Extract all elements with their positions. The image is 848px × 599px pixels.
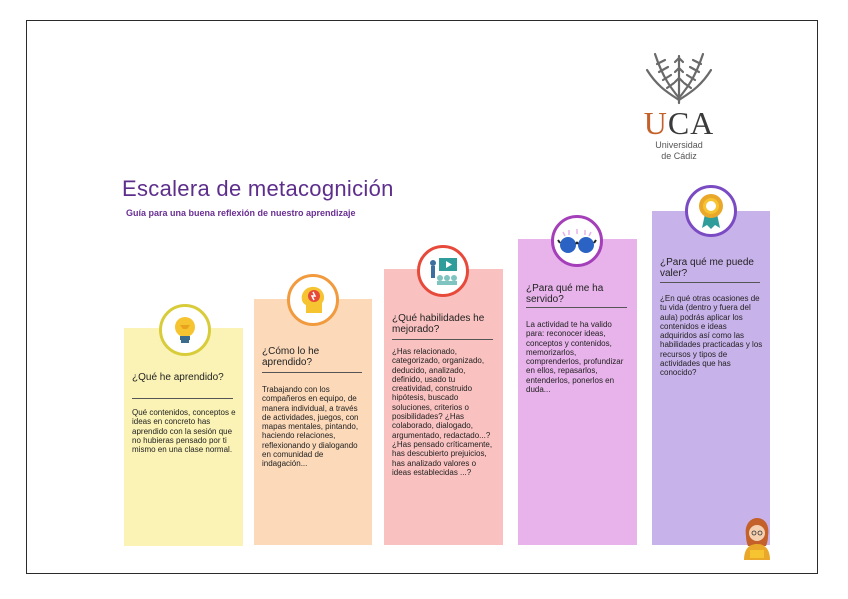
step-2-badge	[287, 274, 339, 326]
step-5-body: ¿En qué otras ocasiones de tu vida (dentro y fuera del aula) podrás aplicar los contenidos e ideas adquiridos así como las habilidades practicadas y los recursos y tipos de actividades que has conocido?	[660, 294, 763, 378]
head-idea-icon	[296, 283, 330, 317]
step-2-divider	[262, 372, 362, 373]
step-3-question: ¿Qué habilidades he mejorado?	[392, 313, 485, 335]
step-3-badge	[417, 245, 469, 297]
presentation-icon	[425, 254, 461, 288]
uca-wordmark	[643, 106, 715, 140]
uca-ca-letters: CA	[667, 105, 715, 141]
glasses-icon	[557, 226, 597, 256]
step-4-question: ¿Para qué me ha servido?	[526, 283, 604, 305]
step-5-question: ¿Para qué me puede valer?	[660, 257, 754, 279]
step-5-card	[652, 211, 770, 545]
step-1-card	[124, 328, 243, 546]
page-subtitle: Guía para una buena reflexión de nuestro aprendizaje	[126, 208, 356, 218]
university-name	[643, 140, 715, 162]
step-3-body: ¿Has relacionado, categorizado, organizado, deducido, analizado, definido, usado tu creatividad, construido hipótesis, buscado soluciones, criterios o posibilidades? ¿Has colaborado, dialogado, argumentado, redactado...? ¿Has pensado críticamente, has descubierto prejuicios, has analizado valores o ideas establecidas ...?	[392, 347, 493, 477]
step-1-divider	[132, 398, 233, 399]
step-1-body: Qué contenidos, conceptos e ideas en concreto has aprendido con la sesión que no hubieras pensado por ti mismo en una clase normal.	[132, 408, 236, 455]
lightbulb-icon	[168, 313, 202, 347]
step-4-badge	[551, 215, 603, 267]
step-1-question: ¿Qué he aprendido?	[132, 372, 224, 383]
page-title: Escalera de metacognición	[122, 176, 394, 201]
step-2-question: ¿Cómo lo he aprendido?	[262, 346, 320, 368]
award-medal-icon	[694, 192, 728, 230]
university-line-1: Universidad	[655, 140, 703, 150]
step-5-divider	[660, 282, 760, 283]
uca-logo	[643, 48, 715, 161]
step-4-divider	[526, 307, 627, 308]
wheat-emblem-icon	[643, 48, 715, 106]
step-3-divider	[392, 339, 493, 340]
step-4-card	[518, 239, 637, 545]
step-1-badge	[159, 304, 211, 356]
step-3-card	[384, 269, 503, 545]
university-line-2: de Cádiz	[661, 151, 697, 161]
step-2-card	[254, 299, 372, 545]
step-2-body: Trabajando con los compañeros en equipo, de manera individual, a través de actividades, juegos, con mapas mentales, pintando, haciendo relaciones, reflexionando y dialogando en comunidad de indagación...	[262, 385, 359, 469]
step-5-badge	[685, 185, 737, 237]
uca-u-letter: U	[643, 105, 668, 141]
teacher-avatar-icon	[738, 516, 776, 560]
step-4-body: La actividad te ha valido para: reconocer ideas, conceptos y contenidos, memorizarlos, comprenderlos, profundizar en ellos, repasarlos, entenderlos, ponerlos en duda...	[526, 320, 624, 395]
